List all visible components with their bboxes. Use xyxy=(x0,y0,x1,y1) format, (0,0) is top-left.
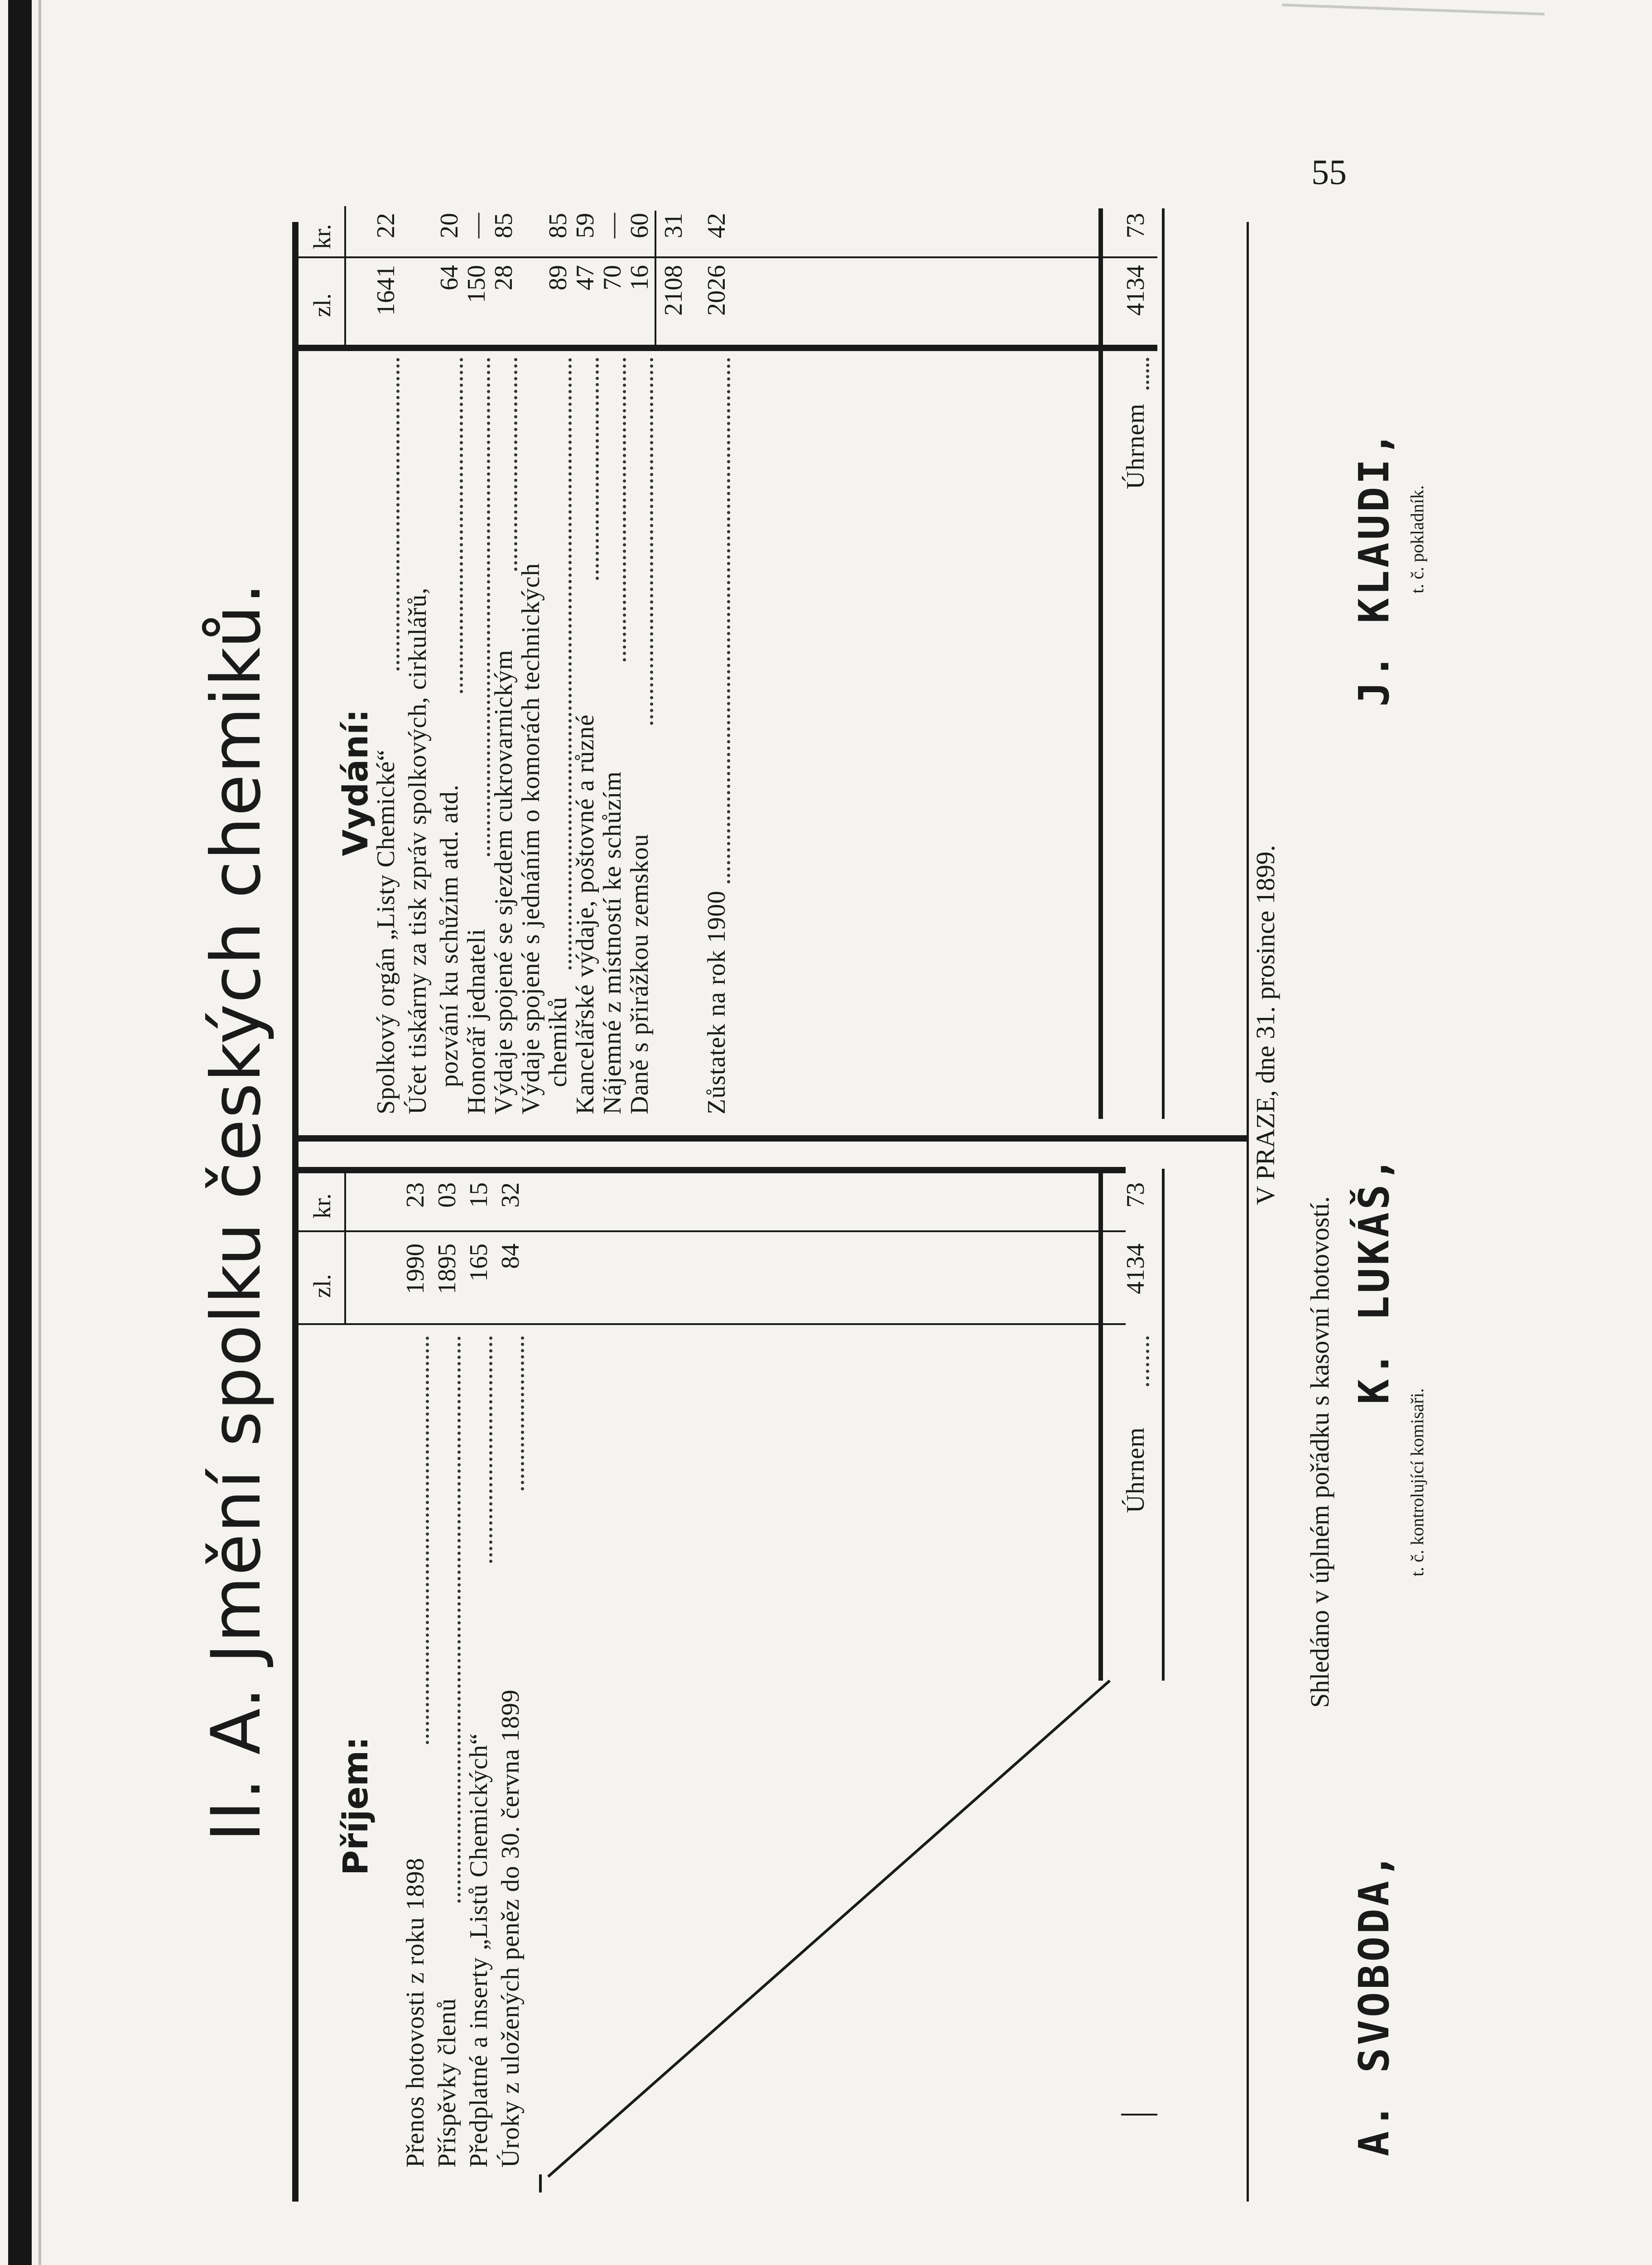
income-left-stub xyxy=(1121,2114,1157,2116)
signature-svoboda: A. SVOBODA, xyxy=(1350,1850,1398,2156)
expense-row-label: Výdaje spojené se sjezdem cukrovarnickým xyxy=(490,650,518,1114)
income-row-zl: 84 xyxy=(496,1243,525,1269)
expenses-balance-kr: 42 xyxy=(703,213,731,238)
income-heading: Příjem: xyxy=(335,1736,376,1875)
expenses-total-zl: 4134 xyxy=(1122,265,1150,316)
expenses-col-divider xyxy=(292,345,1157,351)
expense-row-label: pozvání ku schůzím atd. atd. xyxy=(435,784,463,1087)
expense-row-kr: 59 xyxy=(571,213,599,238)
expenses-balance-zl: 2026 xyxy=(703,265,731,316)
expenses-header-rule xyxy=(344,206,346,351)
income-total-label: Úhrnem xyxy=(1122,1427,1150,1513)
binding-shadow xyxy=(39,0,41,2265)
income-total-bottom-rule xyxy=(1162,1169,1165,1681)
expenses-balance-leader xyxy=(727,358,730,883)
expense-row-kr: — xyxy=(462,213,491,238)
income-row-label: Předplatné a inserty „Listů Chemických“ xyxy=(465,1733,493,2168)
expense-row-zl: 89 xyxy=(544,265,572,290)
expense-row-kr: — xyxy=(598,213,626,238)
income-row-label: Příspěvky členů xyxy=(433,1998,461,2168)
expense-row-label: Výdaje spojené s jednáním o komorách technických xyxy=(517,563,545,1114)
expense-row-kr: 60 xyxy=(626,213,654,238)
place-date: V PRAZE, dne 31. prosince 1899. xyxy=(1251,845,1280,1205)
expenses-heading: Vydání: xyxy=(335,709,376,856)
income-total-leader xyxy=(1146,1336,1149,1386)
expense-row-zl: 150 xyxy=(462,265,491,303)
expense-row-zl: 28 xyxy=(490,265,518,290)
expenses-total-label: Úhrnem xyxy=(1122,403,1150,489)
page-title: II. A. Jmění spolku českých chemiků. xyxy=(197,582,276,1842)
income-zl-header: zl. xyxy=(308,1274,336,1298)
expenses-total-leader xyxy=(1146,358,1149,390)
income-row-label: Přenos hotovosti z roku 1898 xyxy=(401,1857,429,2168)
expense-row-label: Daně s přirážkou zemskou xyxy=(626,834,654,1114)
expense-row-kr: 20 xyxy=(435,213,463,238)
income-total-rule xyxy=(1098,1169,1103,1681)
signature-klaudi: J. KLAUDI, xyxy=(1350,429,1398,707)
expense-row-label: Nájemné z místností ke schůzím xyxy=(598,771,626,1114)
expense-row-zl: 1641 xyxy=(372,265,400,316)
center-divider xyxy=(292,1135,1248,1142)
expenses-total-bottom-rule xyxy=(1162,208,1165,1119)
expense-row-leader xyxy=(514,358,517,571)
audit-note: Shledáno v úplném pořádku s kasovní hotovostí. xyxy=(1305,1196,1334,1708)
expense-row-leader xyxy=(396,358,400,670)
income-row-zl: 165 xyxy=(465,1243,493,1282)
scan-artifact xyxy=(1282,4,1545,15)
expenses-zl-header: zl. xyxy=(308,293,336,317)
expense-row-leader xyxy=(650,358,653,725)
income-row-kr: 03 xyxy=(433,1182,461,1208)
expense-row-zl: 64 xyxy=(435,265,463,290)
income-filler-stub xyxy=(539,2174,542,2193)
income-row-zl: 1990 xyxy=(401,1243,429,1294)
expense-row-label: Honorář jednateli xyxy=(462,928,491,1114)
expenses-total-kr: 73 xyxy=(1122,213,1150,238)
expenses-kr-header: kr. xyxy=(308,224,336,249)
expense-row-zl: 16 xyxy=(626,265,654,290)
expense-row-label: Účet tiskárny za tisk zpráv spolkových, cirkulářů, xyxy=(404,587,432,1114)
expense-row-kr: 85 xyxy=(490,213,518,238)
expenses-subtotal-rule xyxy=(655,211,656,347)
expense-row-kr: 22 xyxy=(372,213,400,238)
page-number: 55 xyxy=(1311,152,1347,192)
signature-lukas: K. LUKÁŠ, xyxy=(1350,1154,1398,1404)
expense-row-leader xyxy=(623,358,626,661)
rotated-financial-table xyxy=(172,204,1427,2220)
signature-role-commissioners: t. č. kontrolující komisaři. xyxy=(1407,1388,1427,1576)
expenses-balance-label: Zůstatek na rok 1900 xyxy=(703,890,731,1114)
expenses-total-rule xyxy=(1098,208,1103,1119)
expense-row-zl: 70 xyxy=(598,265,626,290)
expenses-subtotal-kr: 31 xyxy=(660,213,688,238)
expense-row-label: chemiků xyxy=(544,997,572,1087)
expense-row-zl: 47 xyxy=(571,265,599,290)
expense-row-leader xyxy=(596,358,599,580)
income-row-label: Úroky z uložených peněz do 30. června 1899 xyxy=(496,1689,525,2168)
expenses-subtotal-zl: 2108 xyxy=(660,265,688,316)
income-total-zl: 4134 xyxy=(1122,1243,1150,1294)
expense-row-leader xyxy=(460,358,463,693)
signature-role-treasurer: t. č. pokladník. xyxy=(1407,485,1427,593)
income-row-kr: 23 xyxy=(401,1182,429,1208)
expense-row-label: Spolkový orgán „Listy Chemické“ xyxy=(372,749,400,1114)
book-binding-edge xyxy=(8,0,32,2265)
expense-row-label: Kancelářské výdaje, poštovné a různé xyxy=(571,714,599,1114)
expenses-zlkr-divider xyxy=(292,256,1157,258)
expense-row-kr: 85 xyxy=(544,213,572,238)
income-row-zl: 1895 xyxy=(433,1243,461,1294)
income-kr-header: kr. xyxy=(308,1193,336,1219)
income-total-kr: 73 xyxy=(1122,1182,1150,1208)
income-row-kr: 32 xyxy=(496,1182,525,1208)
income-row-kr: 15 xyxy=(465,1182,493,1208)
